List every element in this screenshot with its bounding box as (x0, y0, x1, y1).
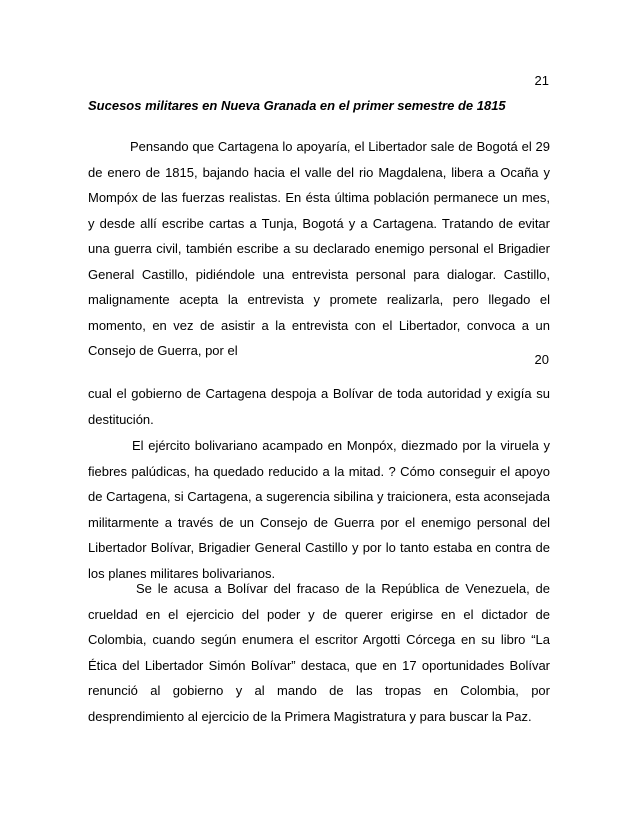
paragraph-3: El ejército bolivariano acampado en Monpóx, diezmado por la viruela y fiebres palúdicas, ha quedado reducido a la mitad. ? Cómo conseguir el apoyo de Cartagena, si Cartagena, a sugerencia sibilina y traicionera, esta aconsejada militarmente a través de un Consejo de Guerra por el enemigo personal del Libertador Bolívar, Brigadier General Castillo y por lo tanto estaba en contra de los planes militares bolivarianos. (88, 438, 550, 581)
paragraph-1: Pensando que Cartagena lo apoyaría, el Libertador sale de Bogotá el 29 de enero de 1815, bajando hacia el valle del rio Magdalena, libera a Ocaña y Mompóx de las fuerzas realistas. En ésta última población permanece un mes, y desde allí escribe cartas a Tunja, Bogotá y a Cartagena. Tratando de evitar una guerra civil, también escribe a su declarado enemigo personal el Brigadier General Castillo, pidiéndole una entrevista personal para dialogar. Castillo, malignamente acepta la entrevista y promete realizarla, pero llegado el momento, en vez de asistir a la entrevista con el Libertador, convoca a un Consejo de Guerra, por el (88, 139, 550, 358)
page-number-middle: 20 (534, 352, 549, 367)
paragraph-2: cual el gobierno de Cartagena despoja a Bolívar de toda autoridad y exigía su destitución. (88, 386, 550, 427)
paragraph-4: Se le acusa a Bolívar del fracaso de la República de Venezuela, de crueldad en el ejercicio del poder y de querer erigirse en el dictador de Colombia, cuando según enumera el escritor Argotti Córcega en su libro “La Ética del Libertador Simón Bolívar” destaca, que en 17 oportunidades Bolívar renunció al gobierno y al mando de las tropas en Colombia, por desprendimiento al ejercicio de la Primera Magistratura y para buscar la Paz. (88, 581, 550, 724)
section-heading: Sucesos militares en Nueva Granada en el primer semestre de 1815 (88, 98, 506, 113)
page-number-top: 21 (534, 73, 549, 88)
